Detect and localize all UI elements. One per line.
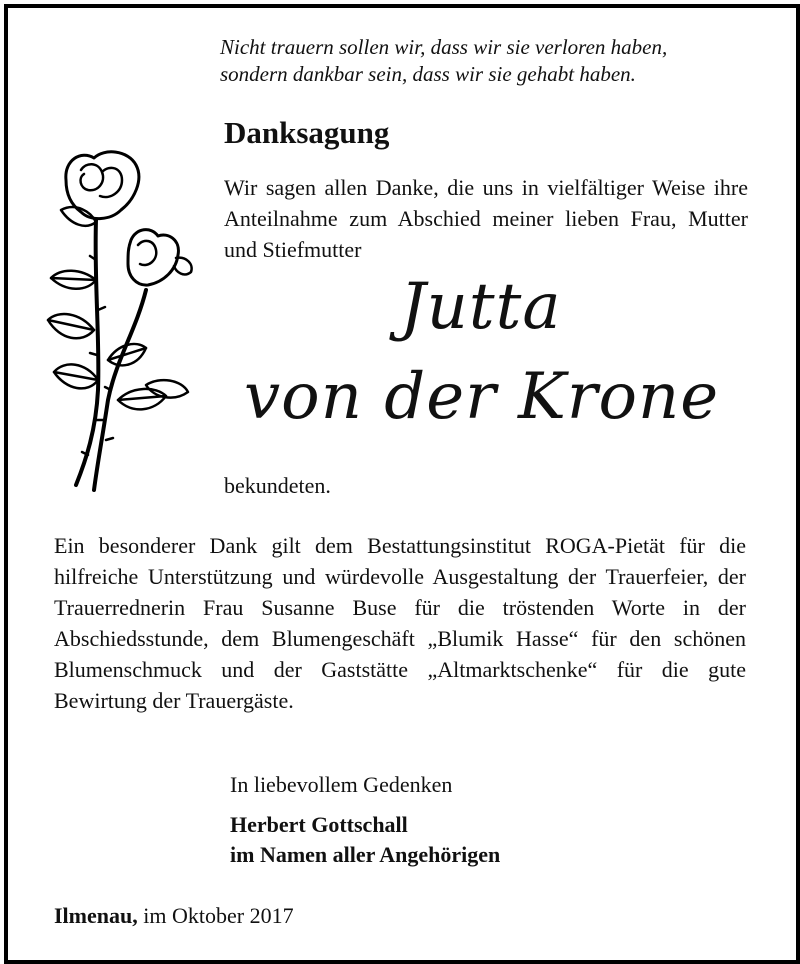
motto xyxy=(220,34,750,88)
closing-text: In liebevollem Gedenken xyxy=(230,772,453,797)
intro-text: Wir sagen allen Danke, die uns in vielfältiger Weise ihre Anteilnahme zum Abschied meiner lieben Frau, Mutter und Stiefmutter xyxy=(224,175,748,262)
deceased-first-name: Jutta xyxy=(400,270,562,344)
thanks-paragraph: Ein besonderer Dank gilt dem Bestattungsinstitut ROGA-Pietät für die hilfreiche Unterstützung und würdevolle Ausgestaltung der Trauerfeier, der Trauerrednerin Frau Susanne Buse für die tröstenden Worte in der Abschiedsstunde, dem Blumengeschäft „Blumik Hasse“ für den schönen Blumenschmuck und der Gaststätte „Altmarktschenke“ für die gute Bewirtung der Trauergäste. xyxy=(54,533,746,713)
rose-icon xyxy=(36,140,206,500)
bekundeten-text: bekundeten. xyxy=(224,473,331,498)
place: Ilmenau, xyxy=(54,903,138,928)
signature-on-behalf: im Namen aller Angehörigen xyxy=(230,842,501,867)
date: im Oktober 2017 xyxy=(143,903,294,928)
heading: Danksagung xyxy=(224,115,390,150)
motto-line-1: Nicht trauern sollen wir, dass wir sie verloren haben, xyxy=(220,35,668,59)
signature-name: Herbert Gottschall xyxy=(230,812,408,837)
motto-line-2: sondern dankbar sein, dass wir sie gehabt haben. xyxy=(220,62,636,86)
deceased-last-name: von der Krone xyxy=(244,360,720,434)
place-date xyxy=(54,903,294,929)
